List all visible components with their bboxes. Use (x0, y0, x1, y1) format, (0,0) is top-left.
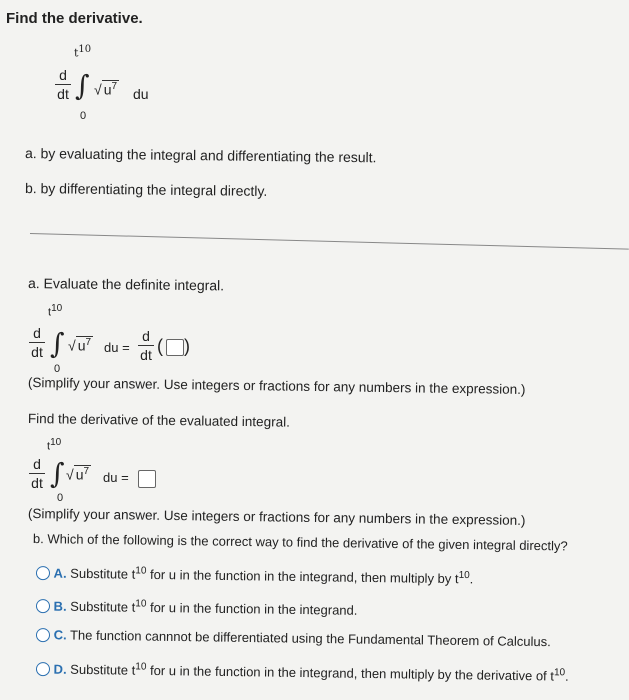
option-text: Substitute t (70, 661, 136, 678)
option-end: . (564, 668, 569, 684)
option-exponent: 10 (458, 569, 470, 582)
du-equals: du = (103, 470, 129, 485)
sqrt-integrand: √ $u^7$ (94, 81, 118, 98)
option-d[interactable] (36, 660, 569, 684)
evaluated-integral-answer-input[interactable] (166, 339, 184, 356)
question-title: Find the derivative. (6, 10, 143, 27)
option-c[interactable] (36, 627, 551, 650)
integral-sign-icon: ∫ (50, 457, 65, 490)
option-letter: A. (53, 565, 67, 581)
du-label: du (133, 86, 149, 102)
section-divider (30, 233, 629, 250)
derivative-answer-input[interactable] (138, 470, 156, 488)
option-text: for u in the function in the integrand, then multiply by the derivative of t (149, 662, 555, 684)
option-a[interactable] (36, 564, 474, 587)
lower-limit: 0 (80, 110, 87, 122)
part-a-heading: a. Evaluate the definite integral. (27, 275, 225, 294)
option-exponent: 10 (135, 661, 147, 673)
radio-option-b[interactable] (36, 599, 50, 613)
option-b[interactable] (36, 597, 358, 618)
upper-limit: t10 (48, 303, 63, 319)
option-letter: D. (53, 661, 67, 677)
option-letter: B. (53, 598, 67, 614)
du-equals: du = (104, 340, 130, 355)
lower-limit: 0 (57, 492, 64, 504)
open-paren: ( (157, 336, 163, 356)
option-exponent: 10 (553, 667, 566, 679)
close-paren: ) (184, 336, 190, 356)
option-letter: C. (53, 627, 67, 643)
part-a-instruction: a. by evaluating the integral and differentiating the result. (24, 145, 377, 166)
radio-option-c[interactable] (36, 628, 50, 642)
radio-option-d[interactable] (36, 662, 50, 676)
upper-limit: t10 (47, 437, 62, 453)
option-text: Substitute t (70, 598, 136, 615)
part-b-heading: b. Which of the following is the correct way to find the derivative of the given integral directly? (32, 531, 568, 554)
derivative-operator: d dt (29, 456, 45, 491)
option-exponent: 10 (135, 565, 147, 577)
derivative-operator: d dt (138, 328, 154, 363)
derivative-operator: d dt (55, 67, 71, 102)
integral-sign-icon: ∫ (50, 327, 65, 360)
upper-limit: t10 (74, 44, 92, 60)
option-text: for u in the function in the integrand. (149, 599, 358, 618)
sqrt-integrand: √ $u^7$ (68, 337, 92, 354)
radio-option-a[interactable] (36, 566, 50, 580)
derivative-heading: Find the derivative of the evaluated integral. (27, 411, 291, 430)
simplify-note: (Simplify your answer. Use integers or fractions for any numbers in the expression.) (27, 375, 526, 397)
option-text: Substitute t (70, 565, 136, 582)
sqrt-integrand: √ $u^7$ (66, 466, 90, 483)
part-b-instruction: b. by differentiating the integral directly. (24, 180, 268, 199)
simplify-note-2: (Simplify your answer. Use integers or fractions for any numbers in the expression.) (27, 506, 526, 528)
derivative-operator: d dt (29, 325, 45, 360)
integral-sign-icon: ∫ (75, 69, 90, 102)
option-end: . (469, 571, 474, 587)
option-exponent: 10 (135, 598, 147, 610)
lower-limit: 0 (54, 363, 61, 375)
option-text: The function cannnot be differentiated using the Fundamental Theorem of Calculus. (69, 627, 551, 650)
option-text: for u in the function in the integrand, then multiply by t (149, 566, 459, 587)
